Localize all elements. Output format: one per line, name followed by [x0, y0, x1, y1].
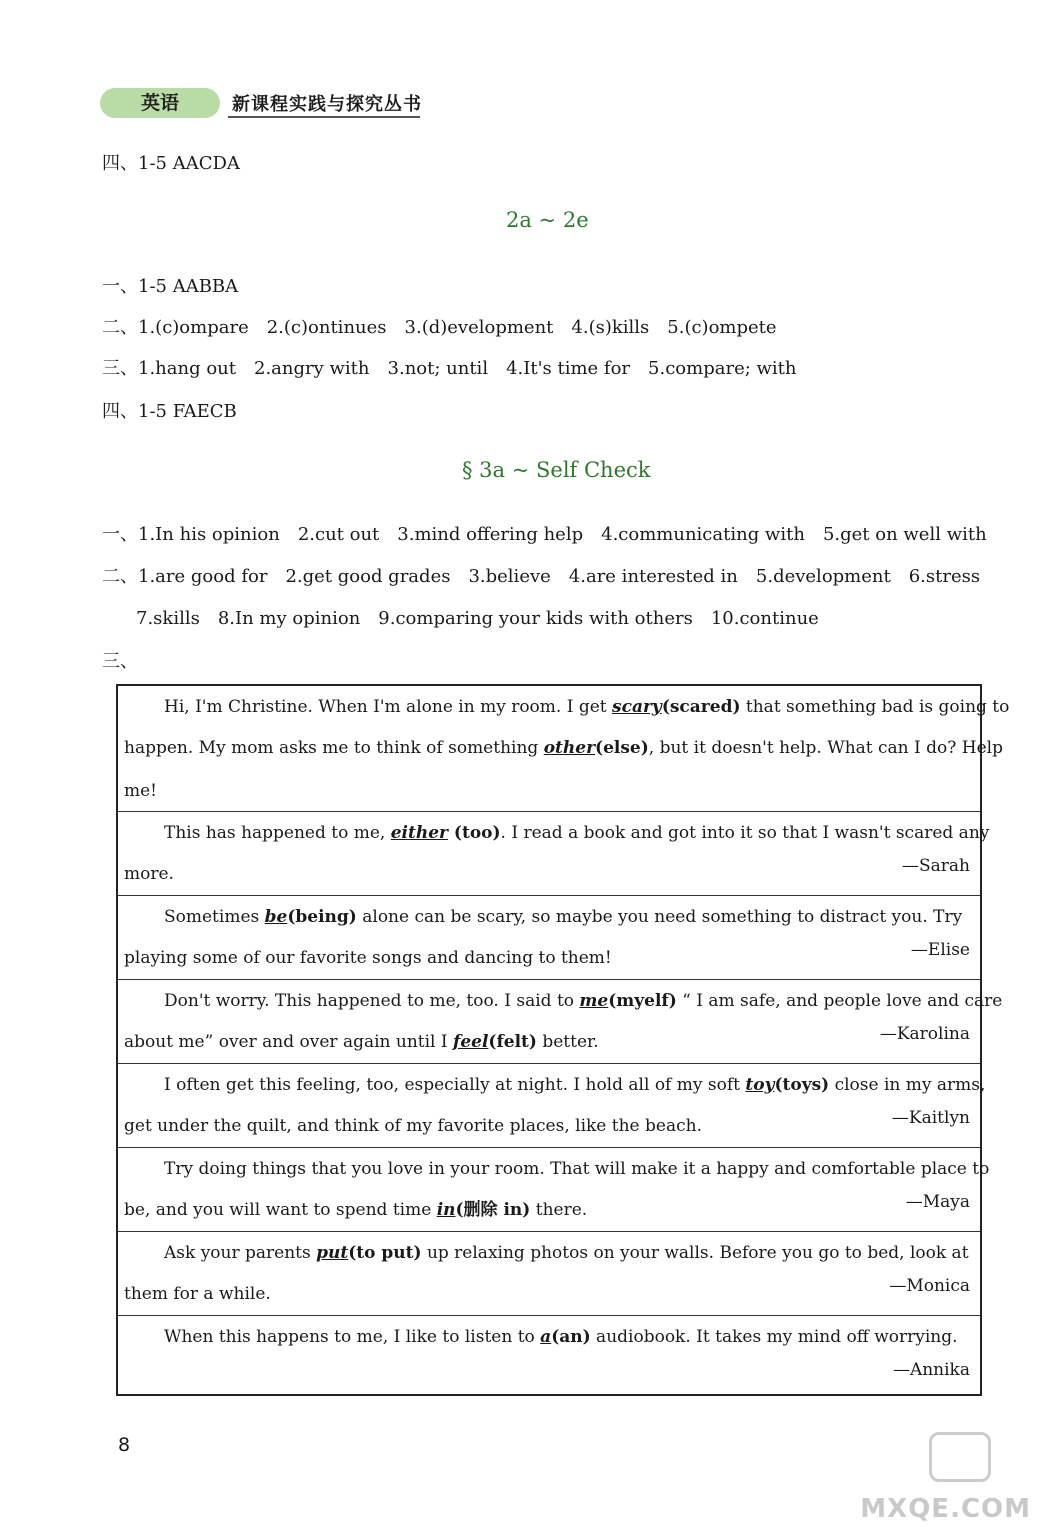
answer-text: 1-5 FAECB [138, 401, 237, 422]
text-segment: Don't worry. This happened to me, too. I said to [164, 991, 580, 1011]
error-word: feel [453, 1032, 489, 1052]
answer-item: 4.communicating with [601, 524, 805, 545]
answer-item: 2.get good grades [285, 566, 451, 587]
answer-line-3a-q2b [136, 607, 837, 631]
row-text-line: Try doing things that you love in your room. That will make it a happy and comfortable place to [164, 1159, 990, 1179]
signature: —Maya [905, 1192, 970, 1212]
error-word: be [264, 907, 288, 927]
correction-word: (else) [595, 738, 649, 758]
answer-line-3a-q3 [102, 650, 138, 674]
answer-item: 5.compare; with [648, 358, 797, 379]
correction-word: (to put) [348, 1243, 422, 1263]
text-segment: I often get this feeling, too, especially at night. I hold all of my soft [164, 1075, 746, 1095]
correction-row-annika [118, 1316, 980, 1394]
correction-row-maya [118, 1148, 990, 1232]
text-segment: better. [536, 1032, 599, 1052]
text-segment: happen. My mom asks me to think of something [124, 738, 544, 758]
text-segment: Hi, I'm Christine. When I'm alone in my room. I get [164, 697, 613, 717]
answer-line-3a-q2a [102, 565, 998, 589]
correction-word: (felt) [488, 1032, 537, 1052]
section-label: 一、 [102, 524, 138, 545]
row-text-line [164, 1232, 969, 1275]
book-series-title: 新课程实践与探究丛书 [232, 94, 422, 115]
answer-item: 1.hang out [138, 358, 236, 379]
correction-row-monica [118, 1232, 980, 1316]
answer-item: 2.(c)ontinues [266, 317, 387, 338]
section-label: 二、 [102, 317, 138, 338]
row-text-line [164, 812, 989, 855]
section-label: 二、 [102, 566, 138, 587]
section-label: 四、 [102, 153, 138, 174]
row-text-line [164, 686, 1009, 729]
text-segment: Sometimes [164, 907, 265, 927]
answer-item: 8.In my opinion [217, 608, 361, 629]
error-correction-box [116, 684, 1010, 1396]
section-label: 四、 [102, 401, 138, 422]
correction-row-kaitlyn [118, 1064, 986, 1148]
text-segment: This has happened to me, [164, 823, 391, 843]
answer-item: 1.In his opinion [138, 524, 280, 545]
error-word: either [390, 823, 448, 843]
answer-line-2a-q3 [102, 357, 815, 381]
signature: —Monica [889, 1276, 970, 1296]
answer-line-2a-q2 [102, 316, 795, 340]
page-header [100, 84, 430, 124]
watermark-text: MXQE.COM [860, 1494, 1031, 1524]
text-segment: be, and you will want to spend time [124, 1200, 437, 1220]
text-segment: Ask your parents [164, 1243, 317, 1263]
watermark-logo-icon [929, 1432, 991, 1482]
correction-word: (an) [551, 1327, 591, 1347]
correction-word: (too) [448, 823, 501, 843]
answer-item: 4.It's time for [506, 358, 631, 379]
correction-word: (scared) [661, 697, 741, 717]
row-text-line: me! [124, 781, 158, 801]
text-segment: . I read a book and got into it so that I wasn't scared any [500, 823, 990, 843]
error-word: scary [612, 697, 662, 717]
correction-word: (toys) [774, 1075, 830, 1095]
answer-item: 3.mind offering help [397, 524, 584, 545]
row-text-line: playing some of our favorite songs and dancing to them! [124, 948, 612, 968]
signature: —Annika [892, 1360, 970, 1380]
answer-line-2a-q4 [102, 400, 237, 424]
answer-item: 3.believe [468, 566, 551, 587]
answer-text: 1-5 AACDA [138, 153, 240, 174]
signature: —Kaitlyn [891, 1108, 970, 1128]
answer-item: 6.stress [908, 566, 981, 587]
answer-item: 3.(d)evelopment [404, 317, 554, 338]
row-text-line: get under the quilt, and think of my favorite places, like the beach. [124, 1116, 702, 1136]
row-text-line [124, 1021, 599, 1064]
row-text-line [164, 1064, 985, 1107]
row-text-line [124, 1189, 587, 1232]
answer-line-top [102, 152, 240, 176]
text-segment: close in my arms, [829, 1075, 986, 1095]
text-segment: When this happens to me, I like to listen to [164, 1327, 541, 1347]
row-text-line: more. [124, 864, 174, 884]
text-segment: there. [530, 1200, 588, 1220]
error-word: toy [745, 1075, 775, 1095]
section-label: 三、 [102, 358, 138, 379]
correction-row-christine [118, 686, 1010, 812]
answer-item: 9.comparing your kids with others [378, 608, 693, 629]
section-heading-3a-self-check: § 3a ~ Self Check [462, 458, 651, 482]
text-segment: about me” over and over again until I [124, 1032, 454, 1052]
watermark [861, 1424, 1031, 1524]
answer-item: 1.are good for [138, 566, 268, 587]
answer-line-3a-q1 [102, 523, 1005, 547]
row-text-line [164, 896, 962, 939]
header-underline [228, 116, 420, 118]
row-text-line [124, 727, 1003, 770]
text-segment: audiobook. It takes my mind off worrying. [590, 1327, 958, 1347]
answer-item: 3.not; until [387, 358, 489, 379]
answer-item: 5.development [755, 566, 891, 587]
correction-row-karolina [118, 980, 1003, 1064]
text-segment: , but it doesn't help. What can I do? Help [648, 738, 1003, 758]
error-word: other [543, 738, 596, 758]
error-word: put [316, 1243, 349, 1263]
answer-item: 2.angry with [254, 358, 370, 379]
error-word: a [540, 1327, 552, 1347]
answer-line-2a-q1 [102, 275, 238, 299]
section-label: 一、 [102, 276, 138, 297]
answer-item: 4.are interested in [568, 566, 738, 587]
page-number: 8 [118, 1434, 131, 1456]
row-text-line: them for a while. [124, 1284, 271, 1304]
error-word: me [579, 991, 609, 1011]
row-text-line [164, 1316, 958, 1359]
answer-text: 1-5 AABBA [138, 276, 239, 297]
correction-row-elise [118, 896, 980, 980]
answer-item: 4.(s)kills [571, 317, 650, 338]
answer-item: 10.continue [710, 608, 819, 629]
text-segment: that something bad is going to [740, 697, 1010, 717]
text-segment: “ I am safe, and people love and care [676, 991, 1003, 1011]
answer-item: 7.skills [136, 608, 200, 629]
error-word: in [436, 1200, 456, 1220]
text-segment: up relaxing photos on your walls. Before you go to bed, look at [421, 1243, 969, 1263]
answer-item: 5.(c)ompete [667, 317, 777, 338]
signature: —Karolina [879, 1024, 970, 1044]
section-heading-2a-2e: 2a ~ 2e [506, 208, 589, 232]
correction-word: (删除 in) [455, 1200, 531, 1220]
signature: —Elise [910, 940, 970, 960]
correction-word: (being) [287, 907, 357, 927]
answer-item: 2.cut out [297, 524, 380, 545]
row-text-line [164, 980, 1002, 1023]
correction-word: (myelf) [608, 991, 677, 1011]
answer-item: 1.(c)ompare [138, 317, 249, 338]
correction-row-sarah [118, 812, 990, 896]
text-segment: alone can be scary, so maybe you need something to distract you. Try [356, 907, 963, 927]
subject-badge: 英语 [100, 88, 220, 118]
signature: —Sarah [902, 856, 970, 876]
section-label: 三、 [102, 651, 138, 672]
answer-item: 5.get on well with [822, 524, 987, 545]
